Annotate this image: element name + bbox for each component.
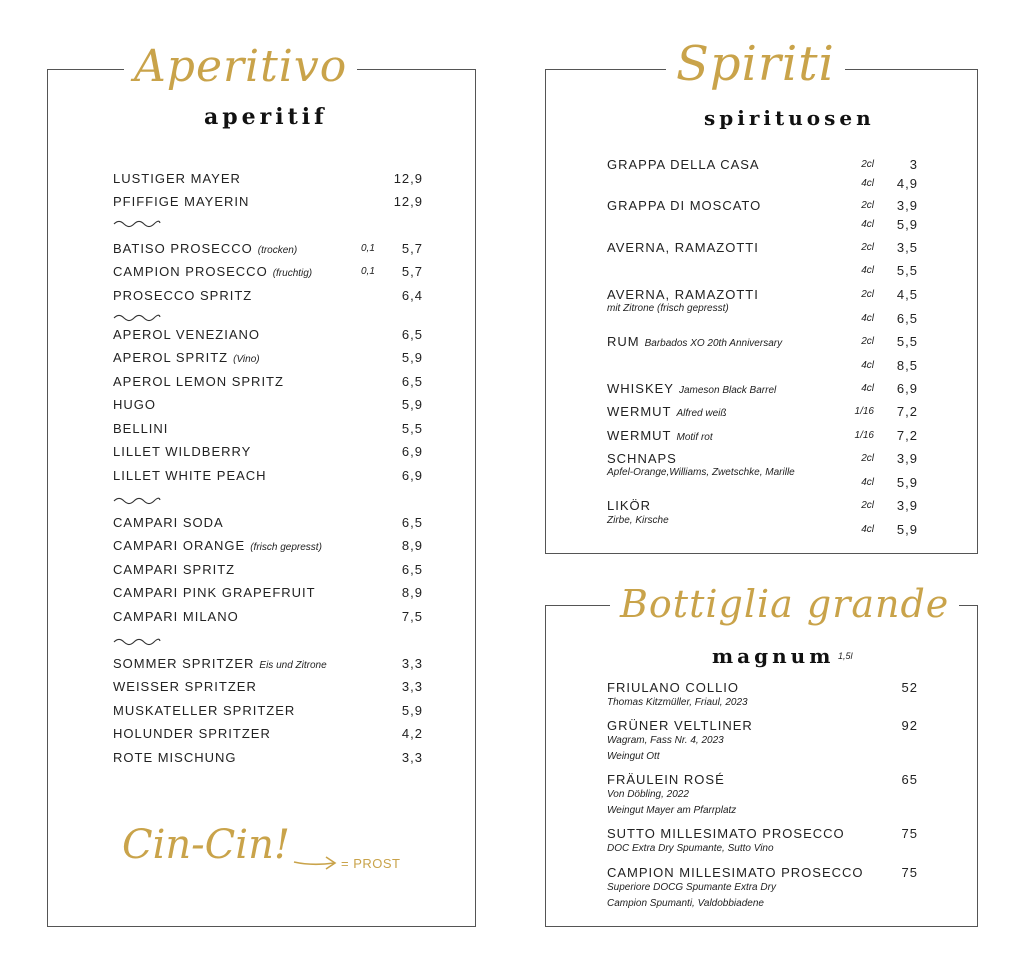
spirit-quantity: 4cl xyxy=(861,477,874,488)
spirit-subnote: Apfel-Orange,Williams, Zwetschke, Marille xyxy=(607,467,795,478)
arrow-right-icon xyxy=(292,852,340,872)
spirit-quantity: 4cl xyxy=(861,265,874,276)
wine-detail: Von Döbling, 2022 xyxy=(607,789,689,800)
menu-item-name: APEROL LEMON SPRITZ xyxy=(113,374,284,389)
spirit-price: 3,5 xyxy=(896,240,918,255)
menu-item-price: 5,9 xyxy=(401,350,423,365)
menu-item-price: 12,9 xyxy=(393,194,423,209)
wine-name: FRÄULEIN ROSÉ xyxy=(607,772,725,787)
menu-item-name: CAMPARI PINK GRAPEFRUIT xyxy=(113,585,316,600)
spirit-name: LIKÖR xyxy=(607,498,652,513)
spirit-price: 5,5 xyxy=(896,263,918,278)
spirit-quantity: 1/16 xyxy=(854,430,874,441)
menu-item-name: BELLINI xyxy=(113,421,169,436)
spirit-price: 3,9 xyxy=(896,498,918,513)
wine-name: GRÜNER VELTLINER xyxy=(607,718,753,733)
menu-item-name: LILLET WILDBERRY xyxy=(113,444,252,459)
spirit-price: 6,5 xyxy=(896,311,918,326)
spirit-price: 8,5 xyxy=(896,358,918,373)
spirit-quantity: 2cl xyxy=(861,289,874,300)
menu-item-price: 6,5 xyxy=(401,327,423,342)
spirit-name: RUM Barbados XO 20th Anniversary xyxy=(607,334,783,349)
spirit-name: SCHNAPS xyxy=(607,451,677,466)
menu-item-note: (Vino) xyxy=(233,354,260,365)
menu-item-name: PFIFFIGE MAYERIN xyxy=(113,194,250,209)
spirit-price: 5,9 xyxy=(896,217,918,232)
spirit-quantity: 4cl xyxy=(861,219,874,230)
menu-item-name: LILLET WHITE PEACH xyxy=(113,468,267,483)
menu-item-price: 8,9 xyxy=(401,585,423,600)
menu-item-name: WEISSER SPRITZER xyxy=(113,679,257,694)
bottiglia-script-title: Bottiglia grande xyxy=(610,585,959,623)
wine-detail: Superiore DOCG Spumante Extra Dry xyxy=(607,882,776,893)
wine-detail: DOC Extra Dry Spumante, Sutto Vino xyxy=(607,843,774,854)
spirit-quantity: 4cl xyxy=(861,524,874,535)
spirit-price: 4,9 xyxy=(896,176,918,191)
wine-price: 75 xyxy=(901,865,918,880)
bottiglia-size-note: 1,5l xyxy=(838,651,853,661)
spirit-price: 3,9 xyxy=(896,198,918,213)
wine-price: 92 xyxy=(901,718,918,733)
menu-item-note: (fruchtig) xyxy=(272,268,313,279)
bottiglia-title: magnum xyxy=(712,644,835,668)
spirit-name: WHISKEY Jameson Black Barrel xyxy=(607,381,777,396)
menu-item-price: 6,5 xyxy=(401,562,423,577)
menu-item-name: CAMPARI SODA xyxy=(113,515,224,530)
spirit-note: Barbados XO 20th Anniversary xyxy=(644,338,783,349)
menu-item-name: LUSTIGER MAYER xyxy=(113,171,241,186)
spirit-quantity: 4cl xyxy=(861,313,874,324)
menu-item-name: SOMMER SPRITZER Eis und Zitrone xyxy=(113,656,327,671)
spirit-subnote: Zirbe, Kirsche xyxy=(607,515,669,526)
aperitif-title: aperitif xyxy=(204,104,328,130)
spirit-note: Jameson Black Barrel xyxy=(678,385,777,396)
spirit-price: 7,2 xyxy=(896,428,918,443)
menu-item-name: CAMPARI SPRITZ xyxy=(113,562,236,577)
cin-cin-script: Cin-Cin! xyxy=(122,822,290,868)
menu-item-price: 5,5 xyxy=(401,421,423,436)
spirit-name: GRAPPA DI MOSCATO xyxy=(607,198,762,213)
menu-item-quantity: 0,1 xyxy=(361,266,375,277)
menu-item-price: 3,3 xyxy=(401,656,423,671)
wave-divider-icon xyxy=(113,312,161,322)
wave-divider-icon xyxy=(113,636,161,646)
spirit-name: AVERNA, RAMAZOTTI xyxy=(607,240,759,255)
menu-item-price: 5,7 xyxy=(401,264,423,279)
menu-item-name: PROSECCO SPRITZ xyxy=(113,288,253,303)
prost-label: = PROST xyxy=(341,856,401,871)
spirit-quantity: 2cl xyxy=(861,453,874,464)
spiriti-script-title: Spiriti xyxy=(666,40,845,88)
menu-item-price: 6,9 xyxy=(401,468,423,483)
menu-item-quantity: 0,1 xyxy=(361,243,375,254)
menu-item-price: 4,2 xyxy=(401,726,423,741)
spirit-quantity: 2cl xyxy=(861,200,874,211)
wine-detail: Campion Spumanti, Valdobbiadene xyxy=(607,898,764,909)
menu-item-name: BATISO PROSECCO (trocken) xyxy=(113,241,298,256)
menu-item-price: 12,9 xyxy=(393,171,423,186)
menu-item-name: MUSKATELLER SPRITZER xyxy=(113,703,296,718)
spirit-quantity: 4cl xyxy=(861,360,874,371)
aperitif-script-title: Aperitivo xyxy=(124,45,357,89)
menu-item-name: CAMPARI MILANO xyxy=(113,609,239,624)
wine-name: CAMPION MILLESIMATO PROSECCO xyxy=(607,865,864,880)
wine-name: SUTTO MILLESIMATO PROSECCO xyxy=(607,826,845,841)
menu-item-price: 3,3 xyxy=(401,750,423,765)
spirit-quantity: 4cl xyxy=(861,178,874,189)
spirit-quantity: 4cl xyxy=(861,383,874,394)
menu-item-price: 5,9 xyxy=(401,703,423,718)
spirit-quantity: 2cl xyxy=(861,159,874,170)
wine-detail: Weingut Mayer am Pfarrplatz xyxy=(607,805,737,816)
spirit-price: 5,9 xyxy=(896,522,918,537)
wine-detail: Wagram, Fass Nr. 4, 2023 xyxy=(607,735,724,746)
menu-item-name: APEROL VENEZIANO xyxy=(113,327,260,342)
menu-item-name: HOLUNDER SPRITZER xyxy=(113,726,271,741)
spirit-name: AVERNA, RAMAZOTTI xyxy=(607,287,759,302)
menu-item-price: 5,7 xyxy=(401,241,423,256)
menu-item-price: 8,9 xyxy=(401,538,423,553)
menu-item-name: APEROL SPRITZ (Vino) xyxy=(113,350,260,365)
spiriti-title: spirituosen xyxy=(704,106,875,130)
wine-price: 52 xyxy=(901,680,918,695)
menu-item-price: 6,9 xyxy=(401,444,423,459)
spirit-name: WERMUT Motif rot xyxy=(607,428,713,443)
menu-item-note: (frisch gepresst) xyxy=(250,542,322,553)
spirit-price: 5,9 xyxy=(896,475,918,490)
menu-item-name: ROTE MISCHUNG xyxy=(113,750,237,765)
spirit-name: GRAPPA DELLA CASA xyxy=(607,157,760,172)
menu-item-name: CAMPION PROSECCO (fruchtig) xyxy=(113,264,313,279)
menu-item-price: 7,5 xyxy=(401,609,423,624)
spirit-name: WERMUT Alfred weiß xyxy=(607,404,727,419)
spirit-quantity: 1/16 xyxy=(854,406,874,417)
spirit-price: 3 xyxy=(909,157,918,172)
wave-divider-icon xyxy=(113,495,161,505)
spirit-quantity: 2cl xyxy=(861,500,874,511)
menu-item-price: 5,9 xyxy=(401,397,423,412)
spirit-price: 6,9 xyxy=(896,381,918,396)
menu-item-price: 6,5 xyxy=(401,515,423,530)
menu-item-price: 6,5 xyxy=(401,374,423,389)
spirit-note: Alfred weiß xyxy=(676,408,727,419)
wine-price: 65 xyxy=(901,772,918,787)
spirit-price: 4,5 xyxy=(896,287,918,302)
spirit-price: 7,2 xyxy=(896,404,918,419)
wine-detail: Weingut Ott xyxy=(607,751,660,762)
wine-name: FRIULANO COLLIO xyxy=(607,680,740,695)
spirit-quantity: 2cl xyxy=(861,242,874,253)
spirit-price: 3,9 xyxy=(896,451,918,466)
menu-item-name: HUGO xyxy=(113,397,156,412)
menu-item-note: (trocken) xyxy=(257,245,298,256)
menu-item-name: CAMPARI ORANGE (frisch gepresst) xyxy=(113,538,322,553)
menu-item-price: 3,3 xyxy=(401,679,423,694)
spirit-note: Motif rot xyxy=(676,432,713,443)
spirit-subnote: mit Zitrone (frisch gepresst) xyxy=(607,303,729,314)
menu-item-note: Eis und Zitrone xyxy=(259,660,327,671)
wine-price: 75 xyxy=(901,826,918,841)
menu-item-price: 6,4 xyxy=(401,288,423,303)
wine-detail: Thomas Kitzmüller, Friaul, 2023 xyxy=(607,697,748,708)
spirit-quantity: 2cl xyxy=(861,336,874,347)
spirit-price: 5,5 xyxy=(896,334,918,349)
wave-divider-icon xyxy=(113,218,161,228)
